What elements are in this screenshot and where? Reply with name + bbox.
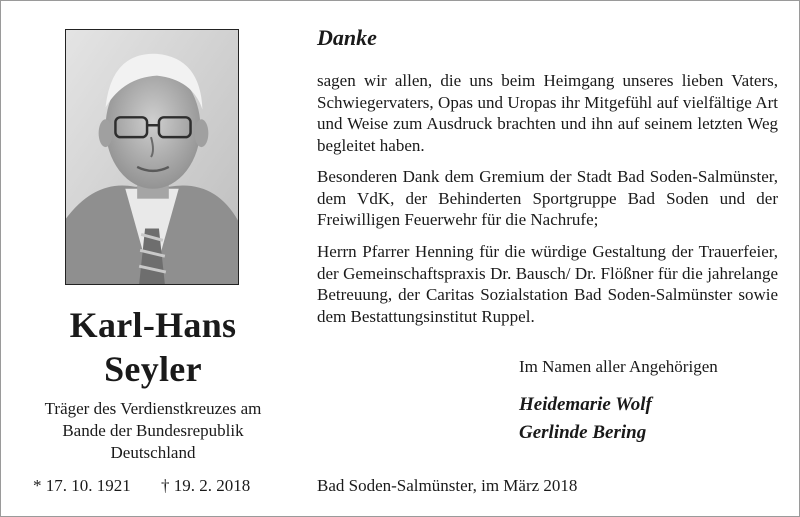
portrait-image [66,30,238,284]
honor-text [19,398,287,464]
thanks-heading: Danke [317,25,377,50]
birth-date: * 17. 10. 1921 [33,476,131,495]
closing-line: Im Namen aller Angehörigen [519,357,718,376]
deceased-first-name: Karl-Hans [69,305,237,345]
signer-name: Gerlinde Bering [519,422,647,443]
thanks-paragraph: Herrn Pfarrer Henning für die würdige Gestaltung der Trauerfeier, der Gemeinschaftspraxis Dr. Bausch/ Dr. Flößner für die jahrelange Betreuung, der Caritas Sozialstation Bad Soden-Salmünster sowie dem Bestattungsinstitut Ruppel. [317,242,778,326]
honor-line: Bande der Bundesrepublik [62,421,244,440]
honor-line: Deutschland [110,443,196,462]
place-and-date: Bad Soden-Salmünster, im März 2018 [317,476,578,495]
deceased-last-name: Seyler [104,349,202,389]
thanks-paragraph: Besonderen Dank dem Gremium der Stadt Bad Soden-Salmünster, dem VdK, der Behinderten Sportgruppe Bad Soden und der Freiwilligen Feuerwehr für die Nachrufe; [317,167,778,230]
signer-name: Heidemarie Wolf [519,394,652,415]
thanks-paragraph: sagen wir allen, die uns beim Heimgang unseres lieben Vaters, Schwiegervaters, Opas und Uropas ihr Mitgefühl auf vielfältige Art und Weise zum Ausdruck brachten und ihn auf seinem letzten Weg begleitet haben. [317,71,778,155]
portrait-photo [65,29,239,285]
honor-line: Träger des Verdienstkreuzes am [44,399,262,418]
death-date: † 19. 2. 2018 [161,476,251,495]
